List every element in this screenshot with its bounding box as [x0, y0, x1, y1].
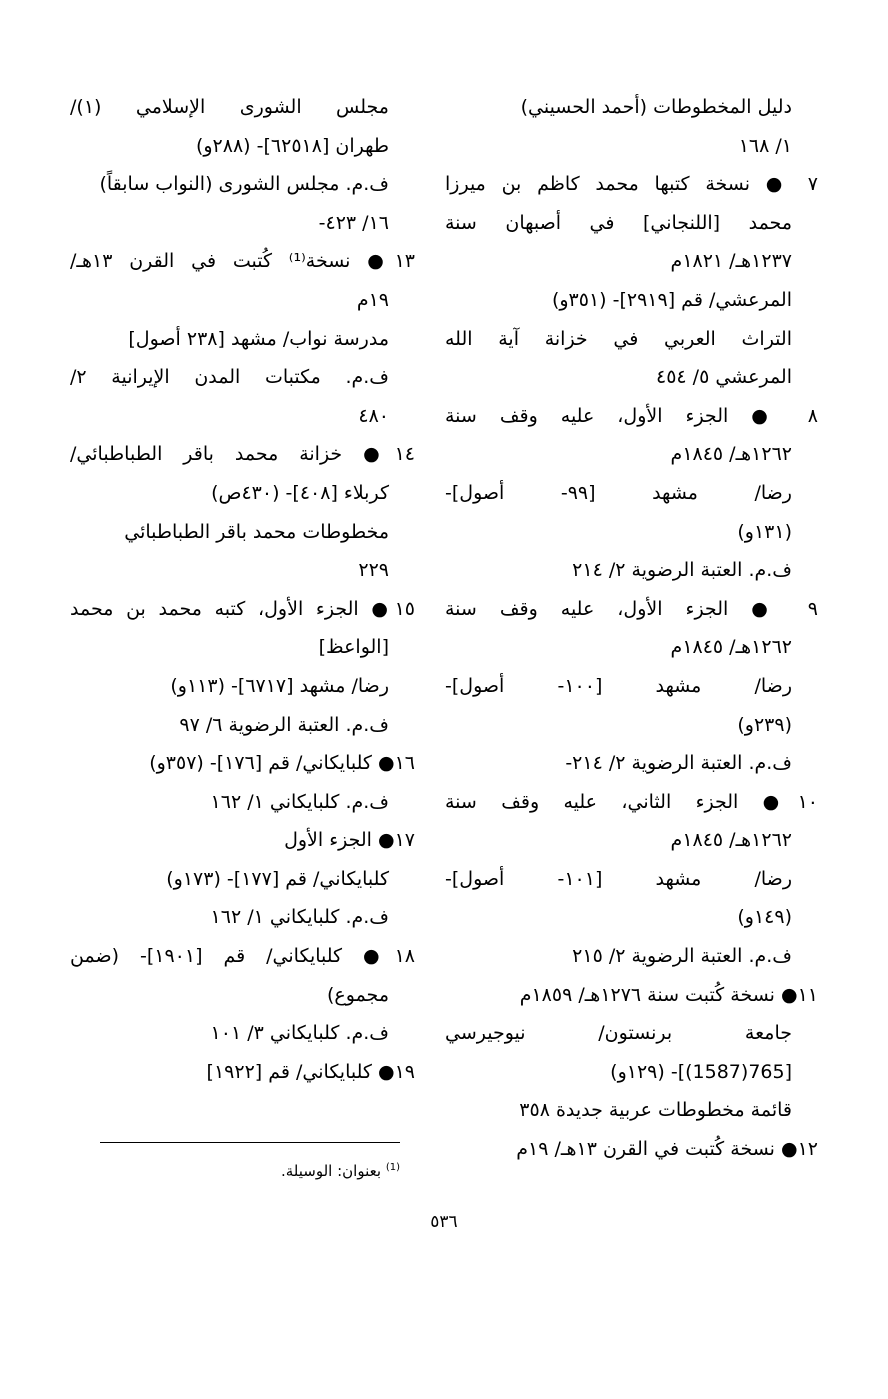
text-line: ١٩م: [356, 288, 389, 311]
text-line: قائمة مخطوطات عربية جديدة ٣٥٨: [519, 1099, 792, 1122]
text-line: ف.م. مجلس الشورى (النواب سابقاً): [99, 173, 389, 196]
text-line: ١٣● نسخة⁽¹⁾ كُتبت في القرن ١٣هـ/: [70, 250, 415, 273]
text-line: كلبايكاني/ قم [١٧٧]- (١٧٣و): [166, 867, 389, 890]
text-line: ف.م. مكتبات المدن الإيرانية ٢/: [70, 366, 389, 389]
text-line: ف.م. كلبايكاني ١/ ١٦٢: [210, 790, 389, 813]
right-column: [445, 88, 818, 1169]
text-line: دليل المخطوطات (أحمد الحسيني): [520, 96, 792, 118]
text-line: ١٢٦٢هـ/ ١٨٤٥م: [670, 829, 792, 852]
text-line: ف.م. كلبايكاني ١/ ١٦٢: [210, 906, 389, 929]
text-line: مدرسة نواب/ مشهد [٢٣٨ أصول]: [128, 327, 389, 350]
text-line: التراث العربي في خزانة آية الله: [445, 327, 792, 350]
text-line: ١٢٣٧هـ/ ١٨٢١م: [670, 250, 792, 273]
text-line: رضا/ مشهد [٦٧١٧]- (١١٣و): [170, 674, 389, 697]
text-line: مخطوطات محمد باقر الطباطبائي: [124, 520, 389, 543]
text-line: طهران [٦٢٥١٨]- (٢٨٨و): [195, 134, 389, 157]
text-line: [الواعظ]: [318, 636, 389, 659]
text-line: مجموع): [327, 983, 389, 1006]
text-line: مجلس الشورى الإسلامي (١)/: [70, 96, 389, 118]
left-column: [70, 88, 415, 1091]
text-line: ف.م. العتبة الرضوية ٢/ ٢١٥: [572, 945, 792, 968]
text-line: المرعشي ٥/ ٤٥٤: [656, 366, 792, 389]
text-line: ف.م. العتبة الرضوية ٢/ ٢١٤: [572, 559, 792, 582]
text-line: جامعة برنستون/ نيوجيرسي: [445, 1022, 792, 1045]
text-line: (١٣١و): [737, 520, 792, 543]
text-line: ١٦● كلبايكاني/ قم [١٧٦]- (٣٥٧و): [149, 752, 415, 775]
text-line: ١٠● الجزء الثاني، عليه وقف سنة: [445, 790, 818, 813]
text-line: ٨ ● الجزء الأول، عليه وقف سنة: [445, 404, 818, 427]
text-line: كربلاء [٤٠٨]- (٤٣٠ص): [211, 481, 389, 504]
text-line: ٧ ● نسخة كتبها محمد كاظم بن ميرزا: [445, 173, 818, 196]
text-line: ف.م. العتبة الرضوية ٦/ ٩٧: [179, 713, 389, 736]
page-number: ٥٣٦: [430, 1212, 458, 1232]
text-line: (٢٣٩و): [737, 713, 792, 736]
text-line: ١٨● كلبايكاني/ قم [١٩٠١]- (ضمن: [70, 945, 415, 968]
text-line: ١٢٦٢هـ/ ١٨٤٥م: [670, 443, 792, 466]
text-line: ف.م. العتبة الرضوية ٢/ ٢١٤-: [565, 752, 792, 775]
text-line: ٢٢٩: [358, 559, 389, 582]
text-line: ١٦/ ٤٢٣-: [318, 211, 389, 234]
text-line: ١١● نسخة كُتبت سنة ١٢٧٦هـ/ ١٨٥٩م: [519, 983, 818, 1006]
footnote-separator: [100, 1142, 400, 1143]
text-line: ٤٨٠: [358, 404, 389, 427]
text-line: رضا/ مشهد [٩٩- أصول]-: [445, 481, 792, 504]
text-line: ١٢٦٢هـ/ ١٨٤٥م: [670, 636, 792, 659]
text-line: رضا/ مشهد [١٠٠- أصول]-: [445, 674, 792, 697]
text-line: ١٩● كلبايكاني/ قم [١٩٢٢]: [206, 1060, 415, 1083]
text-line: ١٤● خزانة محمد باقر الطباطبائي/: [70, 443, 415, 466]
text-line: ١٥● الجزء الأول، كتبه محمد بن محمد: [70, 597, 415, 620]
text-line: ف.م. كلبايكاني ٣/ ١٠١: [210, 1022, 389, 1045]
text-line: المرعشي/ قم [٢٩١٩]- (٣٥١و): [551, 288, 792, 311]
footnote: [100, 1158, 400, 1181]
footnote-marker: (1): [385, 1162, 400, 1173]
text-line: ١٢● نسخة كُتبت في القرن ١٣هـ/ ١٩م: [516, 1138, 818, 1161]
text-line: رضا/ مشهد [١٠١- أصول]-: [445, 867, 792, 890]
text-line: [765(1587)]- (١٢٩و): [610, 1060, 792, 1083]
text-line: (١٤٩و): [737, 906, 792, 929]
text-line: ١٧● الجزء الأول: [284, 829, 415, 852]
text-line: محمد [اللنجاني] في أصبهان سنة: [445, 211, 792, 234]
text-line: ١/ ١٦٨: [738, 134, 792, 157]
text-line: ٩ ● الجزء الأول، عليه وقف سنة: [445, 597, 818, 620]
footnote-text: بعنوان: الوسيلة.: [280, 1162, 382, 1180]
